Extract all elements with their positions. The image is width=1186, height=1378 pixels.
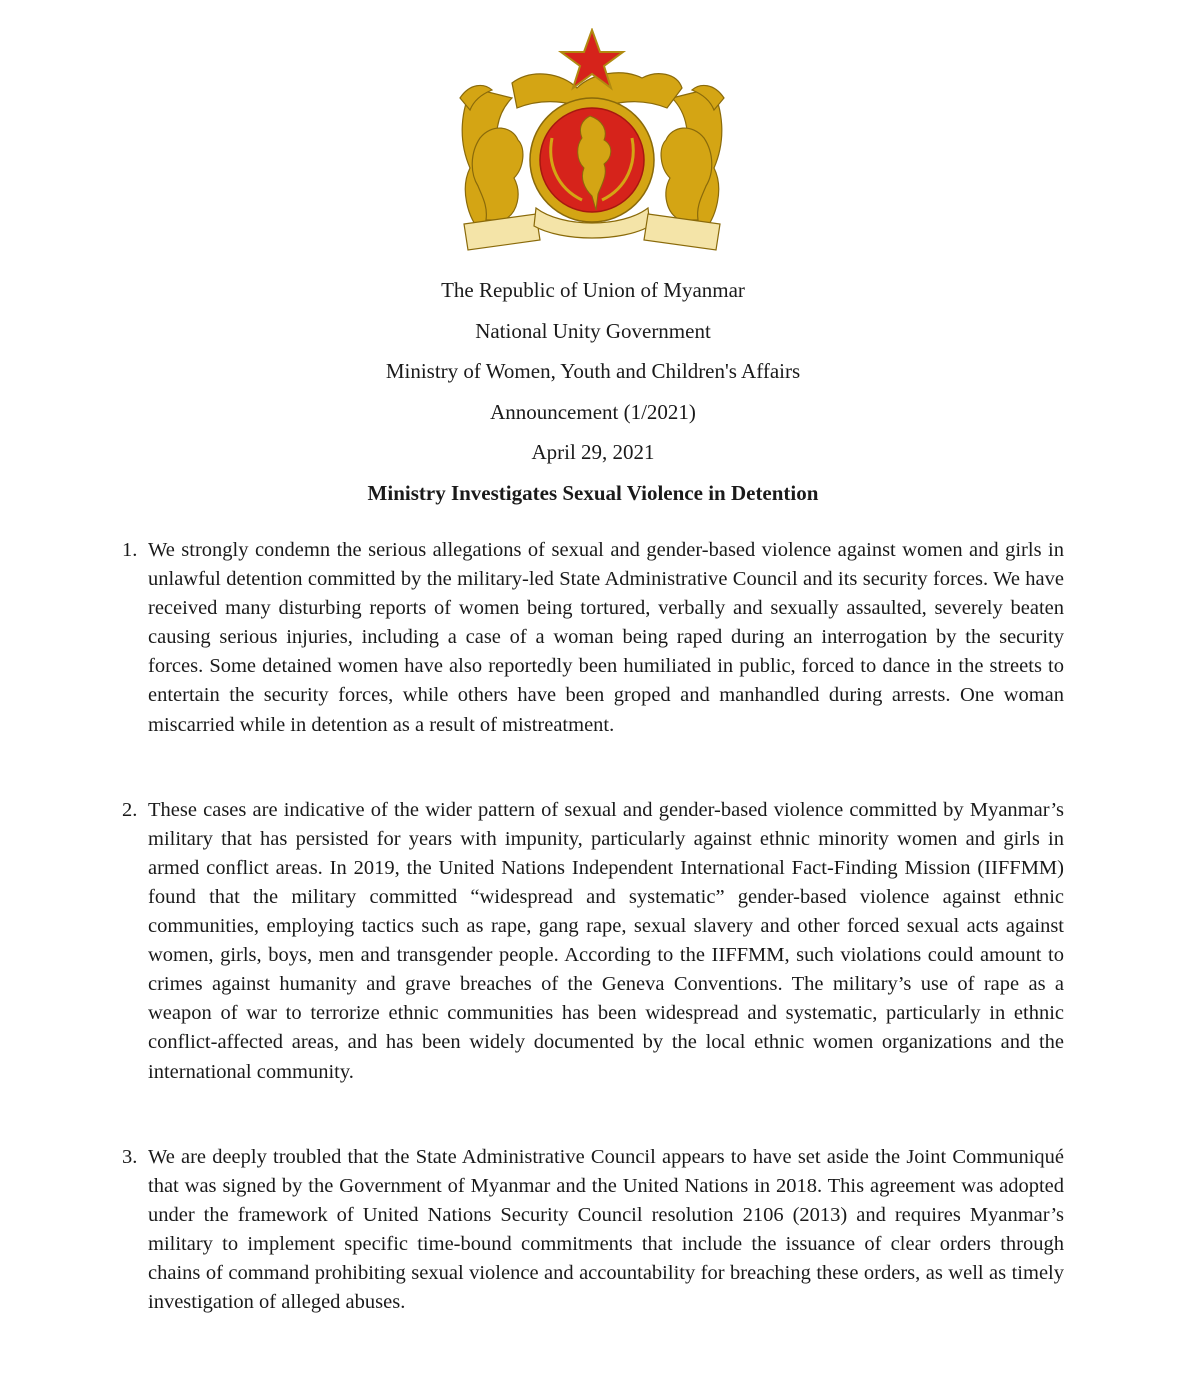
numbered-paragraph	[118, 536, 1064, 740]
government-name: National Unity Government	[475, 318, 711, 343]
announcement-header	[0, 270, 1186, 513]
paragraph-number: 1.	[122, 539, 138, 561]
paragraph-number: 2.	[122, 798, 138, 821]
paragraph-text: These cases are indicative of the wider pattern of sexual and gender-based violence committed by Myanmar’s military that has persisted for years with impunity, particularly against ethnic minority women and girls in armed conflict areas. In 2019, the United Nations Independent International Fact-Finding Mission (IIFFMM) found that the military committed “widespread and systematic” gender-based violence against ethnic communities, employing tactics such as rape, gang rape, sexual slavery and other forced sexual acts against women, girls, boys, men and transgender people. According to the IIFFMM, such violations could amount to crimes against humanity and grave breaches of the Geneva Conventions. The military’s use of rape as a weapon of war to terrorize ethnic communities has been widespread and systematic, particularly in ethnic conflict-affected areas, and has been widely documented by the local ethnic women organizations and the international community.	[148, 798, 1064, 1083]
state-seal-emblem	[452, 28, 732, 256]
paragraph-text: We are deeply troubled that the State Administrative Council appears to have set aside the Joint Communiqué that was signed by the Government of Myanmar and the United Nations in 2018. This agreement was adopted under the framework of United Nations Security Council resolution 2106 (2013) and requires Myanmar’s military to implement specific time-bound commitments that include the issuance of clear orders through chains of command prohibiting sexual violence and accountability for breaching these orders, as well as timely investigation of alleged abuses.	[148, 1145, 1064, 1314]
announcement-title: Ministry Investigates Sexual Violence in Detention	[367, 480, 819, 505]
announcement-number: Announcement (1/2021)	[490, 399, 696, 424]
paragraph-number: 3.	[122, 1145, 138, 1168]
numbered-paragraph	[118, 796, 1064, 1087]
numbered-paragraph	[118, 1143, 1064, 1318]
ministry-name: Ministry of Women, Youth and Children's Affairs	[385, 359, 801, 383]
country-name: The Republic of Union of Myanmar	[441, 278, 745, 302]
announcement-date: April 29, 2021	[531, 440, 655, 464]
announcement-body	[118, 536, 1064, 1317]
paragraph-text: We strongly condemn the serious allegations of sexual and gender-based violence against women and girls in unlawful detention committed by the military-led State Administrative Council and its security forces. We have received many disturbing reports of women being tortured, verbally and sexually assaulted, severely beaten causing serious injuries, including a case of a woman being raped during an interrogation by the security forces. Some detained women have also reportedly been humiliated in public, forced to dance in the streets to entertain the security forces, while others have been groped and manhandled during arrests. One woman miscarried while in detention as a result of mistreatment.	[148, 539, 1064, 736]
